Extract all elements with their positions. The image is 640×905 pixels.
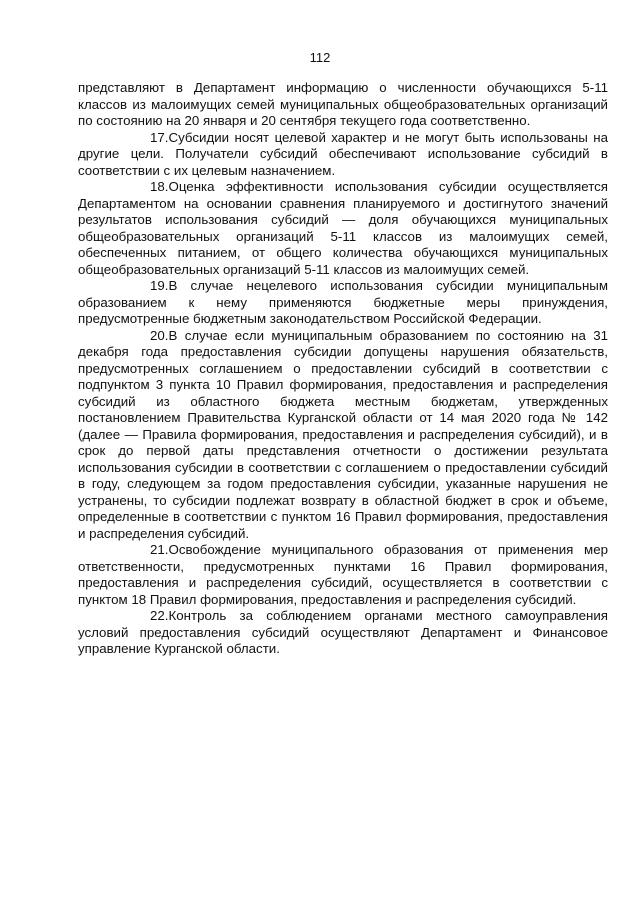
paragraph-number: 18. xyxy=(150,179,169,194)
paragraph-continuation xyxy=(78,80,608,130)
page-number: 112 xyxy=(309,50,331,65)
paragraph-text: Контроль за соблюдением органами местного самоуправления условий предоставления субсидий осуществляют Департамент и Финансовое управление Курганской области. xyxy=(78,608,608,656)
paragraph-text: Освобождение муниципального образования от применения мер ответственности, предусмотренных пунктами 16 Правил формирования, предоставления и распределения субсидий, осуществляется в соответствии с пунктом 18 Правил формирования, предоставления и распределения субсидий. xyxy=(78,542,608,607)
document-body xyxy=(78,80,608,658)
paragraph-22 xyxy=(78,608,608,658)
paragraph-18 xyxy=(78,179,608,278)
paragraph-21 xyxy=(78,542,608,608)
paragraph-20 xyxy=(78,328,608,543)
paragraph-number: 20. xyxy=(150,327,169,343)
paragraph-text: Оценка эффективности использования субсидии осуществляется Департаментом на основании сравнения планируемого и достигнутого значений результатов использования субсидий — доля обучающихся муниципальных общеобразовательных организаций 5-11 классов из малоимущих семей, обеспеченных питанием, от общего количества обучающихся муниципальных общеобразовательных организаций 5-11 классов из малоимущих семей. xyxy=(78,179,608,277)
paragraph-text: Субсидии носят целевой характер и не могут быть использованы на другие цели. Получатели субсидий обеспечивают использование субсидий в соответствии с их целевым назначением. xyxy=(78,129,608,178)
paragraph-number: 19. xyxy=(150,278,169,293)
paragraph-number: 21. xyxy=(150,542,169,557)
paragraph-text: В случае нецелевого использования субсидии муниципальным образованием к нему применяются бюджетные меры принуждения, предусмотренные бюджетным законодательством Российской Федерации. xyxy=(78,278,608,326)
paragraph-number: 22. xyxy=(150,608,169,623)
paragraph-text: В случае если муниципальным образованием по состоянию на 31 декабря года предоставления субсидии допущены нарушения обязательств, предусмотренных соглашением о предоставлении субсидий в соответствии с подпунктом 3 пункта 10 Правил формирования, предоставления и распределения субсидий из областного бюджета местным бюджетам, утвержденных постановлением Правительства Курганской области от 14 мая 2020 года № 142 (далее — Правила формирования, предоставления и распределения субсидий), и в срок до первой даты представления отчетности о достижении результата использования субсидии в соответствии с соглашением о предоставлении субсидий в году, следующем за годом предоставления субсидии, указанные нарушения не устранены, то субсидии подлежат возврату в областной бюджет в срок и объеме, определенные в соответствии с пунктом 16 Правил формирования, предоставления и распределения субсидий. xyxy=(78,327,608,541)
paragraph-19 xyxy=(78,278,608,328)
paragraph-17 xyxy=(78,130,608,180)
paragraph-text: представляют в Департамент информацию о численности обучающихся 5-11 классов из малоимущих семей муниципальных общеобразовательных организаций по состоянию на 20 января и 20 сентября текущего года соответственно. xyxy=(78,80,608,128)
paragraph-number: 17. xyxy=(150,129,169,145)
